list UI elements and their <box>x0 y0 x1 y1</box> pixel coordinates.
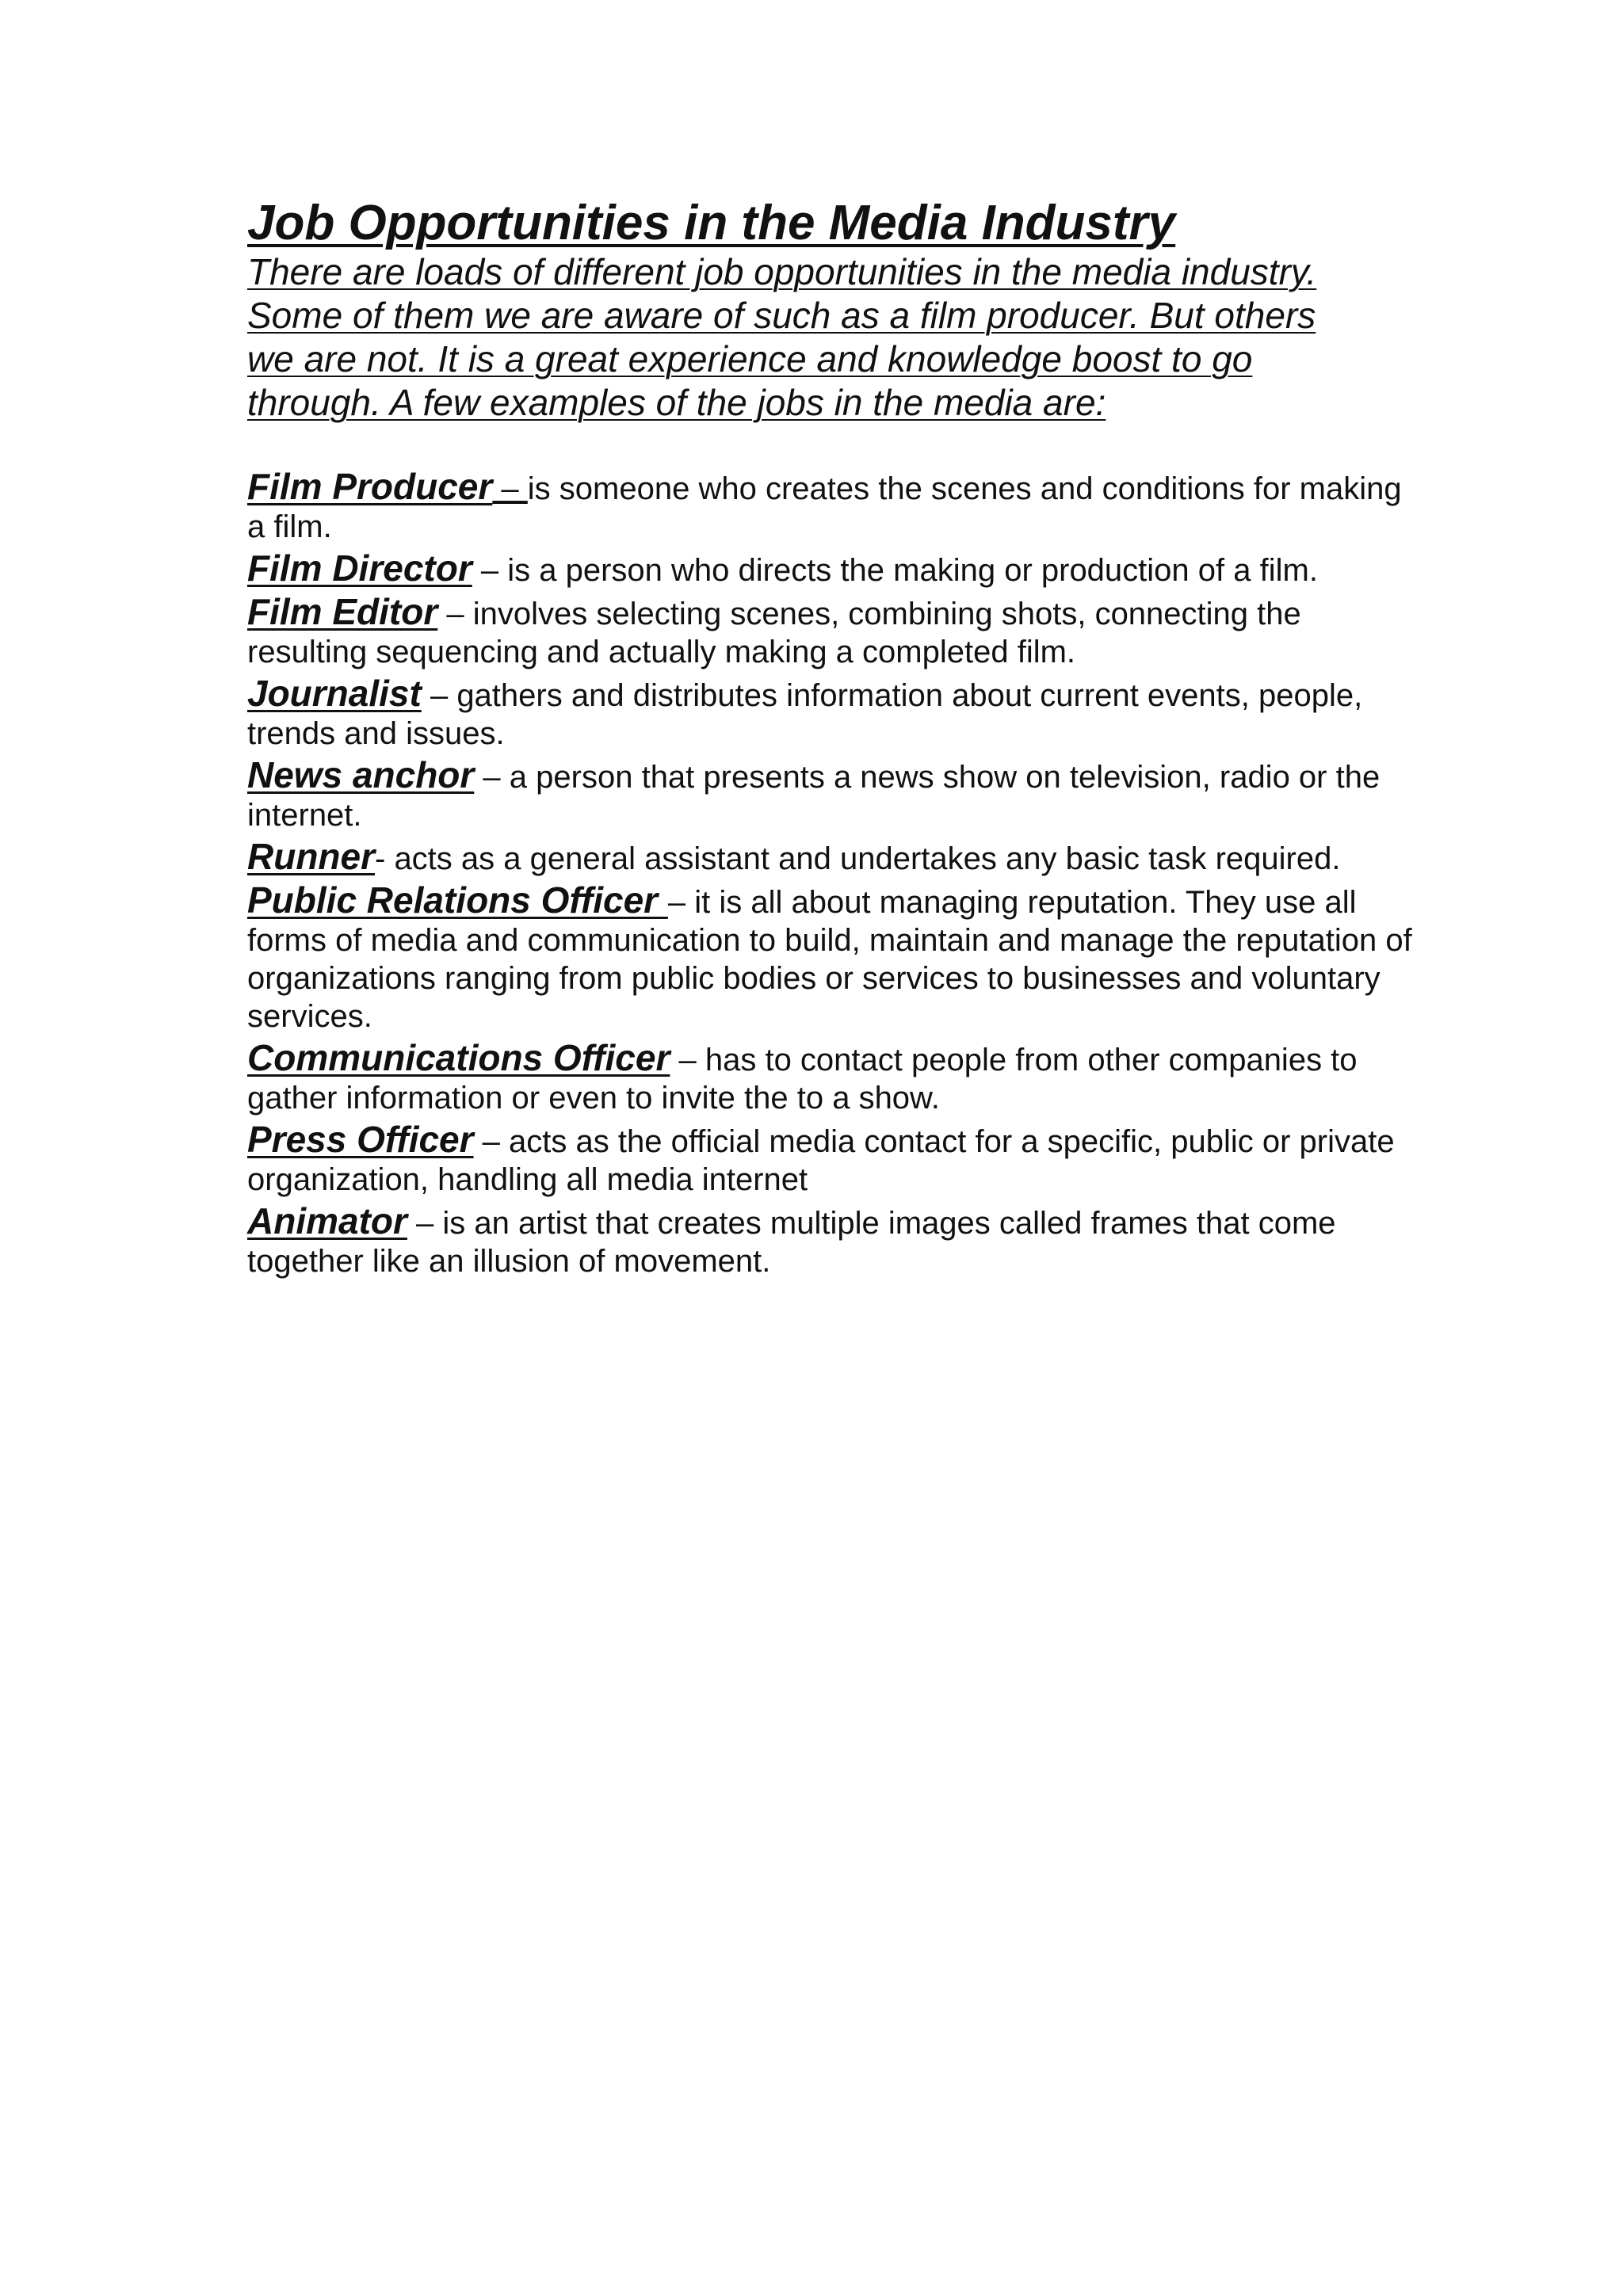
job-title: Communications Officer <box>247 1037 670 1078</box>
document-body <box>247 196 1420 1283</box>
separator: - <box>375 841 395 876</box>
intro-line: There are loads of different job opportunities in the media industry. <box>247 251 1317 292</box>
job-entry-journalist <box>247 674 1420 753</box>
job-title: Press Officer <box>247 1119 474 1160</box>
intro-paragraph <box>247 250 1420 425</box>
job-entry-film-producer <box>247 467 1420 546</box>
separator: – <box>437 597 473 631</box>
job-description: involves selecting scenes, combining shots, connecting the resulting sequencing and actually making a completed film. <box>247 597 1301 669</box>
intro-line: through. A few examples of the jobs in the media are: <box>247 382 1106 423</box>
job-description: gathers and distributes information about current events, people, trends and issues. <box>247 678 1363 751</box>
job-title: Runner <box>247 836 375 877</box>
job-title: Animator <box>247 1200 407 1241</box>
job-description: is a person who directs the making or production of a film. <box>507 553 1318 588</box>
job-title: Journalist <box>247 673 422 714</box>
page-title: Job Opportunities in the Media Industry <box>247 196 1176 250</box>
job-entry-animator <box>247 1202 1420 1280</box>
job-description: it is all about managing reputation. They use all forms of media and communication to build, maintain and manage the reputation of organizations ranging from public bodies or services to businesses and voluntary services. <box>247 885 1412 1034</box>
job-title: Film Editor <box>247 591 438 632</box>
job-entry-film-editor <box>247 593 1420 671</box>
job-title: Public Relations Officer <box>247 879 668 921</box>
separator: – <box>492 471 528 506</box>
intro-line: Some of them we are aware of such as a film producer. But others <box>247 295 1316 336</box>
separator: – <box>474 760 510 795</box>
separator: – <box>407 1206 443 1241</box>
job-title: Film Producer <box>247 466 493 507</box>
separator: – <box>421 678 457 713</box>
separator: – <box>472 553 508 588</box>
intro-line: we are not. It is a great experience and knowledge boost to go <box>247 338 1253 379</box>
job-description: has to contact people from other companies to gather information or even to invite the to a show. <box>247 1043 1358 1116</box>
job-description: acts as a general assistant and undertakes any basic task required. <box>394 841 1341 876</box>
job-entry-public-relations-officer <box>247 881 1420 1035</box>
job-title: Film Director <box>247 547 472 589</box>
job-entry-communications-officer <box>247 1039 1420 1117</box>
separator: – <box>473 1124 510 1159</box>
job-description: a person that presents a news show on television, radio or the internet. <box>247 760 1381 833</box>
job-entry-film-director <box>247 549 1420 589</box>
job-list <box>247 467 1420 1280</box>
job-description: is someone who creates the scenes and conditions for making a film. <box>247 471 1402 544</box>
job-entry-runner <box>247 837 1420 878</box>
separator: – <box>667 885 695 920</box>
job-entry-news-anchor <box>247 756 1420 834</box>
job-entry-press-officer <box>247 1120 1420 1199</box>
job-description: is an artist that creates multiple images called frames that come together like an illusion of movement. <box>247 1206 1336 1279</box>
job-description: acts as the official media contact for a specific, public or private organization, handling all media internet <box>247 1124 1395 1197</box>
separator: – <box>670 1043 705 1077</box>
job-title: News anchor <box>247 754 475 795</box>
